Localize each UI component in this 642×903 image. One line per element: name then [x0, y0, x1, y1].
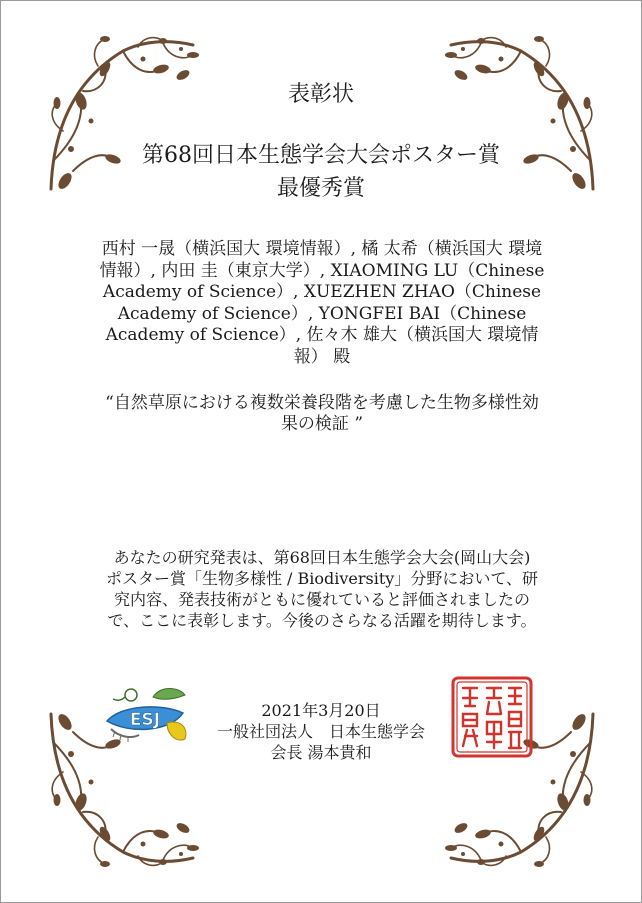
- citation-line: 究内容、発表技術がともに優れていると評価されましたの: [113, 590, 530, 609]
- citation-line: ポスター賞「生物多様性 / Biodiversity」分野において、研: [105, 569, 539, 588]
- recipients-line: Academy of Science）, XUEZHEN ZHAO（Chinese: [102, 282, 542, 302]
- recipients-line: Academy of Science）, YONGFEI BAI（Chinese: [117, 303, 527, 324]
- citation-text: [79, 547, 565, 631]
- issuing-organization: 一般社団法人 日本生態学会: [216, 722, 425, 741]
- prize-name: 第68回日本生態学会大会ポスター賞: [142, 143, 500, 168]
- logo-text: ESJ: [129, 710, 161, 730]
- recipients-line: 報） 殿: [293, 346, 351, 367]
- poster-title: [81, 393, 563, 435]
- poster-title-line: “自然草原における複数栄養段階を考慮した生物多様性効: [105, 393, 539, 413]
- citation-line: で、ここに表彰します。今後のさらなる活躍を期待します。: [107, 611, 537, 630]
- recipients: [79, 239, 565, 368]
- citation-line: あなたの研究発表は、第68回日本生態学会大会(岡山大会): [113, 548, 531, 567]
- recipients-line: Academy of Science）, 佐々木 雄大（横浜国大 環境情: [105, 325, 539, 345]
- president-name: 会長 湯本貴和: [270, 743, 372, 762]
- issue-block: [1, 700, 641, 763]
- recipients-line: 西村 一晟（横浜国大 環境情報）, 橘 太希（横浜国大 環境: [101, 239, 543, 259]
- recipients-line: 情報）, 内田 圭（東京大学）, XIAOMING LU（Chinese: [99, 260, 545, 281]
- prize-rank: 最優秀賞: [276, 176, 365, 201]
- red-seal-icon: [447, 672, 537, 762]
- issue-date: 2021年3月20日: [261, 701, 381, 720]
- certificate-title: 表彰状: [287, 82, 354, 107]
- poster-title-line: 果の検証 ”: [280, 414, 364, 434]
